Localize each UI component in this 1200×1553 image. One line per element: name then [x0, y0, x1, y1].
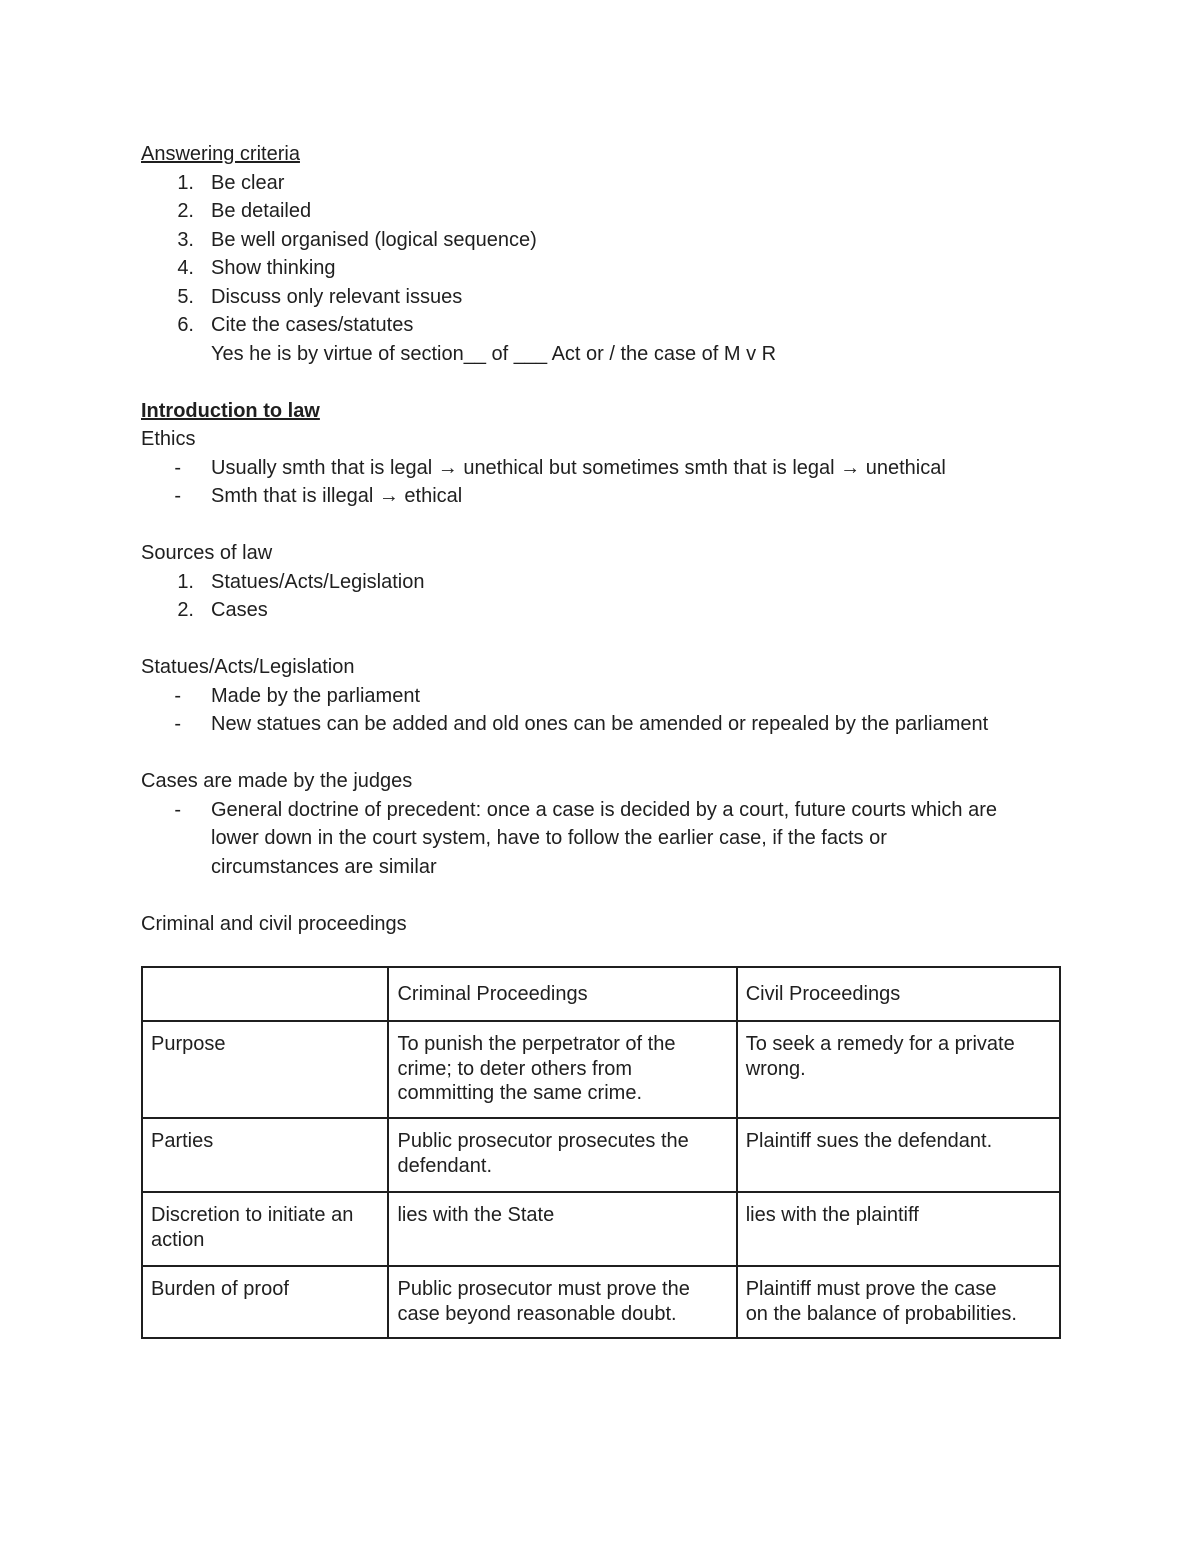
table-cell — [388, 1118, 736, 1192]
dash-marker: - — [174, 798, 181, 821]
table-cell — [737, 1192, 1060, 1266]
cell-line: lies with the State — [397, 1204, 555, 1226]
ethics-list — [141, 454, 1061, 511]
list-number: 1. — [177, 171, 194, 194]
cell-line: To punish the perpetrator of the — [397, 1033, 676, 1055]
table-cell — [737, 1021, 1060, 1118]
table-cell — [737, 1266, 1060, 1338]
list-number: 5. — [177, 285, 194, 308]
table-cell — [388, 1021, 736, 1118]
list-item — [141, 169, 1061, 198]
cell-line: defendant. — [397, 1154, 493, 1177]
sources-list — [141, 568, 1061, 625]
table-row — [142, 1192, 1060, 1266]
list-number: 1. — [177, 570, 194, 593]
cell-line: committing the same crime. — [397, 1082, 642, 1104]
list-item — [141, 283, 1061, 312]
list-number: 2. — [177, 200, 194, 222]
list-item — [141, 568, 1061, 597]
table-cell — [142, 1118, 388, 1192]
dash-marker: - — [174, 684, 181, 707]
cell-line: Parties — [151, 1130, 214, 1152]
list-item-text: Show thinking — [211, 257, 336, 279]
list-number: 3. — [177, 228, 194, 251]
cell-line: Discretion to initiate an — [151, 1204, 354, 1226]
table-cell — [388, 1266, 736, 1338]
table-cell — [388, 1192, 736, 1266]
sources-title: Sources of law — [141, 542, 273, 564]
table-header-cell: Civil Proceedings — [737, 967, 1060, 1021]
list-number: 2. — [177, 599, 194, 621]
table-cell — [142, 1021, 388, 1118]
list-item-text: Statues/Acts/Legislation — [211, 570, 425, 593]
cell-line: Plaintiff sues the defendant. — [745, 1130, 993, 1152]
dash-marker: - — [174, 485, 181, 507]
precedent-text-line: circumstances are similar — [211, 855, 437, 878]
table-row — [142, 1021, 1060, 1118]
list-item-text: Usually smth that is legal → unethical but sometimes smth that is legal → unethical — [211, 456, 946, 479]
cell-line: crime; to deter others from — [397, 1057, 633, 1080]
table-header-cell: Criminal Proceedings — [388, 967, 736, 1021]
cell-line: Plaintiff must prove the case — [745, 1278, 997, 1300]
table-row — [142, 1118, 1060, 1192]
dash-marker: - — [174, 713, 181, 735]
cell-line: lies with the plaintiff — [745, 1204, 919, 1226]
list-item — [141, 197, 1061, 226]
list-item — [141, 796, 1061, 882]
precedent-text-line: General doctrine of precedent: once a case is decided by a court, future courts which are — [211, 798, 997, 821]
list-item — [141, 454, 1061, 483]
answering-criteria-list — [141, 169, 1061, 340]
answering-criteria-heading: Answering criteria — [141, 143, 300, 165]
statutes-list — [141, 682, 1061, 739]
list-item-text: Be well organised (logical sequence) — [211, 228, 537, 251]
list-item-text: Smth that is illegal → ethical — [211, 485, 463, 507]
cell-line: case beyond reasonable doubt. — [397, 1302, 677, 1325]
table-header-row — [142, 967, 1060, 1021]
list-item-text: Cases — [211, 599, 268, 621]
list-item-text: Be detailed — [211, 200, 312, 222]
list-item — [141, 226, 1061, 255]
precedent-text-line: lower down in the court system, have to follow the earlier case, if the facts or — [211, 827, 887, 849]
list-item — [141, 482, 1061, 511]
table-header-cell — [142, 967, 388, 1021]
list-item — [141, 596, 1061, 625]
table-cell — [142, 1266, 388, 1338]
cell-line: on the balance of probabilities. — [745, 1302, 1017, 1325]
list-item — [141, 254, 1061, 283]
statutes-title: Statues/Acts/Legislation — [141, 656, 355, 678]
list-item — [141, 682, 1061, 711]
introduction-heading: Introduction to law — [141, 399, 320, 422]
list-item-text: Discuss only relevant issues — [211, 285, 463, 308]
cell-line: Public prosecutor prosecutes the — [397, 1130, 689, 1152]
list-number: 4. — [177, 257, 194, 279]
list-item-text: Cite the cases/statutes — [211, 314, 414, 336]
dash-marker: - — [174, 456, 181, 479]
document-page — [141, 140, 1061, 938]
cases-title: Cases are made by the judges — [141, 770, 413, 792]
list-item — [141, 710, 1061, 739]
proceedings-table — [141, 966, 1061, 1339]
list-item-text: Made by the parliament — [211, 684, 421, 707]
table-row — [142, 1266, 1060, 1338]
cell-line: To seek a remedy for a private — [745, 1033, 1015, 1055]
list-item-text: New statues can be added and old ones can be amended or repealed by the parliament — [211, 713, 989, 735]
cell-line: Purpose — [151, 1033, 226, 1055]
cell-line: Public prosecutor must prove the — [397, 1278, 690, 1300]
list-number: 6. — [177, 314, 194, 336]
proceedings-title: Criminal and civil proceedings — [141, 912, 407, 935]
citation-example: Yes he is by virtue of section__ of ___ Act or / the case of M v R — [211, 342, 777, 365]
table-cell — [142, 1192, 388, 1266]
list-item — [141, 311, 1061, 340]
cell-line: Burden of proof — [151, 1278, 289, 1300]
table-cell — [737, 1118, 1060, 1192]
cases-list — [141, 796, 1061, 882]
cell-line: wrong. — [745, 1057, 806, 1080]
ethics-title: Ethics — [141, 428, 196, 450]
list-item-text: Be clear — [211, 171, 285, 194]
cell-line: action — [151, 1228, 205, 1251]
